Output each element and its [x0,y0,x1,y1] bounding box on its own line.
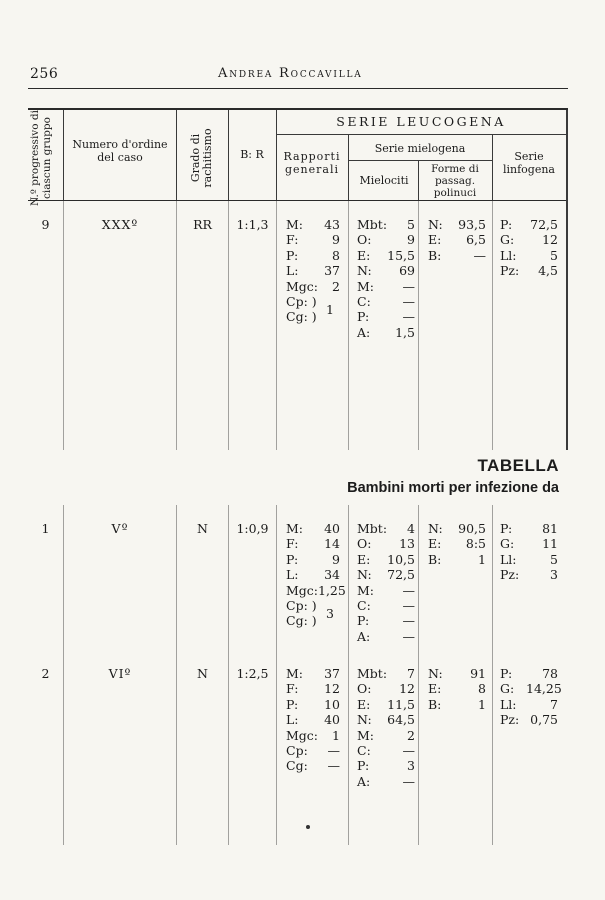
case-mielociti-value: 12 [399,681,415,697]
case-linfo-label: Ll: [500,551,517,567]
case-forme-row [428,666,486,681]
case-mielociti [357,666,415,789]
case-rapporti-label: Mgc: [286,278,319,294]
case-mielociti-label: N: [357,567,372,583]
column-divider [228,201,229,450]
case-mielociti-value: 5 [407,217,415,232]
case-forme-row [428,217,486,232]
case-mielociti-row [357,567,415,582]
case-mielociti-label: C: [357,597,371,613]
case-rapporti-label: Cp: ) [286,293,317,309]
case-mielociti-label: M: [357,727,375,743]
case-forme-row [428,232,486,247]
page-number: 256 [30,66,59,82]
header-subrule [276,134,566,135]
case-rapporti-value: 8 [332,247,340,263]
case-mielociti-label: N: [357,263,372,279]
case-mielociti-row [357,325,415,340]
case-forme-value: 90,5 [458,521,486,536]
column-divider [176,201,177,450]
case-rapporti-value: 10 [324,696,340,712]
case-grado: N [197,521,208,536]
column-divider [492,201,493,450]
case-mielociti-row [357,536,415,551]
case-mielociti [357,217,415,340]
case-mielociti-row [357,712,415,727]
case-mielociti-label: Mbt: [357,217,388,232]
case-numero-ordine: VIº [108,666,132,681]
case-br: 1:0,9 [236,521,269,536]
case-progressivo: 1 [41,521,50,536]
case-rapporti-brace: 1 [326,301,334,317]
case-mielociti-value: 72,5 [387,567,415,583]
case-linfo-value: 0,75 [530,712,558,728]
case-mielociti-value: 7 [407,666,415,681]
case-rapporti-row [286,567,340,582]
case-rapporti-value: 14 [324,536,340,552]
case-rapporti-label: L: [286,263,299,279]
case-mielociti-value: 64,5 [387,712,415,728]
header-serie-leucogena: SERIE LEUCOGENA [336,114,506,129]
case-forme [428,521,486,567]
case-mielociti-label: O: [357,536,372,552]
case-mielociti-value: 1,5 [395,324,415,340]
case-linfo-label: Pz: [500,567,520,583]
case-forme-row [428,536,486,551]
header-serie-mielogena: Serie mielogena [374,142,466,155]
case-forme-row [428,681,486,696]
case-mielociti-value: 2 [407,727,415,743]
case-progressivo: 9 [41,217,50,232]
case-rapporti-value: 34 [324,567,340,583]
case-linfo-row [500,263,558,278]
case-forme-value: 91 [470,666,486,681]
case-rapporti-label: M: [286,521,304,536]
case-mielociti-label: P: [357,613,370,629]
case-rapporti-value: — [327,742,340,758]
header-divider [228,110,229,200]
case-mielociti-label: Mbt: [357,521,388,536]
section-title: TABELLA [477,456,559,475]
case-mielociti-row [357,697,415,712]
case-rapporti-value: 37 [324,666,340,681]
case-rapporti-row [286,758,340,773]
case-rapporti-row [286,681,340,696]
case-linfo-row [500,248,558,263]
case-mielociti-label: P: [357,309,370,325]
case-mielociti-row [357,613,415,628]
case-forme-label: E: [428,232,442,248]
case-linfo-label: P: [500,666,513,681]
case-mielociti-row [357,521,415,536]
case-forme [428,217,486,263]
case-rapporti-label: Cp: [286,742,308,758]
header-subrule [348,160,492,161]
case-mielociti-value: 10,5 [387,551,415,567]
case-mielociti-value: — [402,628,415,644]
case-forme-value: 1 [478,696,486,712]
case-rapporti-label: P: [286,696,299,712]
case-rapporti-row [286,232,340,247]
case-forme-label: E: [428,681,442,697]
case-rapporti-label: Mgc: [286,582,319,598]
case-mielociti-row [357,217,415,232]
case-mielociti-label: O: [357,232,372,248]
table-header-bottom-border [28,200,568,201]
case-forme [428,666,486,712]
case-forme-label: N: [428,666,443,681]
case-mielociti-label: E: [357,696,371,712]
case-linfo-value: 14,25 [526,681,562,697]
column-divider [418,505,419,845]
case-mielociti-label: C: [357,742,371,758]
case-mielociti-row [357,279,415,294]
case-mielociti-label: P: [357,758,370,774]
case-mielociti-label: E: [357,247,371,263]
case-rapporti [286,666,340,774]
case-forme-value: 6,5 [466,232,486,248]
case-linfo-value: 11 [542,536,558,552]
header-br: B: R [240,148,264,161]
case-br: 1:2,5 [236,666,269,681]
case-mielociti-row [357,552,415,567]
case-rapporti-label: M: [286,666,304,681]
case-forme-value: 8:5 [465,536,486,552]
case-mielociti-value: 15,5 [387,247,415,263]
case-rapporti-label: Mgc: [286,727,319,743]
case-rapporti-label: L: [286,712,299,728]
case-linfo [500,217,558,279]
case-rapporti-row [286,728,340,743]
header-rule-thin [28,88,568,89]
column-divider [63,201,64,450]
case-linfo-label: P: [500,521,513,536]
case-linfo-label: Pz: [500,712,520,728]
case-linfo-row [500,697,558,712]
case-mielociti-value: — [402,582,415,598]
header-divider [418,160,419,200]
case-rapporti-brace: 3 [326,605,334,621]
case-grado: N [197,666,208,681]
case-rapporti-label: M: [286,217,304,232]
case-linfo-value: 81 [542,521,558,536]
case-forme-label: B: [428,247,442,263]
header-grado: Grado di rachitismo [189,128,214,188]
case-mielociti-value: 13 [399,536,415,552]
case-linfo-row [500,681,562,697]
case-mielociti-value: 4 [407,521,415,536]
case-rapporti-label: F: [286,681,299,697]
case-mielociti-label: A: [357,773,371,789]
case-mielociti-row [357,248,415,263]
case-rapporti-value: 43 [324,217,340,232]
case-forme-label: B: [428,551,442,567]
case-rapporti-row [286,582,346,598]
running-title: Andrea Roccavilla [218,66,363,81]
column-divider [348,505,349,845]
case-rapporti-row [286,712,340,727]
case-mielociti-value: — [402,597,415,613]
case-rapporti-row [286,521,340,536]
case-rapporti-label: L: [286,567,299,583]
case-mielociti-row [357,681,415,696]
case-mielociti-label: A: [357,324,371,340]
case-linfo-value: 5 [550,551,558,567]
case-mielociti-row [357,758,415,773]
case-mielociti-row [357,666,415,681]
case-rapporti-label: F: [286,536,299,552]
header-divider [348,134,349,200]
case-mielociti-row [357,774,415,789]
case-mielociti-label: Mbt: [357,666,388,681]
case-rapporti-label: Cg: ) [286,309,317,325]
case-mielociti-value: — [402,293,415,309]
case-grado: RR [193,217,212,232]
case-rapporti-label: P: [286,551,299,567]
header-rapporti: Rapporti generali [283,150,341,176]
column-divider [418,201,419,450]
case-rapporti-label: P: [286,247,299,263]
header-serie-linfogena: Serie linfogena [502,150,555,176]
column-divider [348,201,349,450]
case-rapporti-row [286,743,340,758]
case-mielociti-label: C: [357,293,371,309]
case-forme-value: 93,5 [458,217,486,232]
case-linfo-value: 12 [542,232,558,248]
header-divider [492,134,493,200]
case-rapporti-row [286,552,340,567]
case-forme-row [428,248,486,263]
case-mielociti-row [357,294,415,309]
case-linfo [500,666,562,728]
case-rapporti-value: 12 [324,681,340,697]
case-rapporti-value: — [327,758,340,774]
case-rapporti-value: 2 [332,278,340,294]
case-mielociti-label: A: [357,628,371,644]
case-linfo-row [500,712,558,727]
case-rapporti-label: Cp: ) [286,597,317,613]
case-rapporti-row [286,666,340,681]
case-mielociti [357,521,415,644]
case-mielociti-value: 69 [399,263,415,279]
case-mielociti-row [357,583,415,598]
table-right-border [566,110,568,450]
case-forme-label: E: [428,536,442,552]
case-forme-value: 1 [478,551,486,567]
case-rapporti-value: 1,25 [318,582,346,598]
case-linfo-value: 7 [550,696,558,712]
case-br: 1:1,3 [236,217,269,232]
case-forme-row [428,552,486,567]
case-linfo-row [500,552,558,567]
header-divider [63,110,64,200]
case-forme-value: — [473,247,486,263]
case-mielociti-value: 11,5 [387,696,415,712]
case-rapporti-row [286,248,340,263]
case-mielociti-value: 3 [407,758,415,774]
case-forme-label: N: [428,521,443,536]
case-linfo-row [500,521,558,536]
ink-dot [306,825,310,829]
case-mielociti-label: N: [357,712,372,728]
case-mielociti-value: — [402,278,415,294]
header-progressivo: N.º progressivo di ciascun gruppo [29,110,53,206]
case-rapporti-value: 37 [324,263,340,279]
case-linfo-label: G: [500,232,515,248]
case-forme-value: 8 [478,681,486,697]
case-progressivo: 2 [41,666,50,681]
case-mielociti-label: O: [357,681,372,697]
header-mielociti: Mielociti [359,174,409,187]
case-rapporti-value: 40 [324,712,340,728]
column-divider [492,505,493,845]
case-rapporti-row [286,279,340,294]
case-linfo-row [500,232,558,247]
case-mielociti-value: — [402,613,415,629]
case-rapporti-label: Cg: ) [286,613,317,629]
case-linfo-row [500,536,558,551]
case-linfo-label: Ll: [500,696,517,712]
case-mielociti-row [357,743,415,758]
case-mielociti-row [357,263,415,278]
case-mielociti-value: — [402,309,415,325]
case-linfo-row [500,217,558,232]
case-mielociti-row [357,728,415,743]
case-rapporti-value: 40 [324,521,340,536]
case-mielociti-row [357,309,415,324]
case-forme-label: N: [428,217,443,232]
case-rapporti-value: 9 [332,551,340,567]
case-linfo-row [500,666,558,681]
case-linfo-value: 72,5 [530,217,558,232]
case-mielociti-label: E: [357,551,371,567]
case-linfo-label: Ll: [500,247,517,263]
case-mielociti-row [357,629,415,644]
case-rapporti-value: 1 [332,727,340,743]
case-forme-row [428,697,486,712]
case-mielociti-row [357,232,415,247]
case-numero-ordine: Vº [111,521,129,536]
case-rapporti-row [286,263,340,278]
table-top-border [28,108,568,110]
case-rapporti-row [286,536,340,551]
case-rapporti-value: 9 [332,232,340,248]
header-forme: Forme di passag. polinuci [431,163,479,199]
case-linfo-value: 78 [542,666,558,681]
case-linfo-label: Pz: [500,263,520,279]
section-subtitle: Bambini morti per infezione da [347,480,559,496]
case-linfo-value: 4,5 [538,263,558,279]
case-mielociti-value: 9 [407,232,415,248]
case-forme-label: B: [428,696,442,712]
case-linfo [500,521,558,583]
case-linfo-row [500,567,558,582]
case-rapporti-row [286,697,340,712]
case-linfo-value: 5 [550,247,558,263]
case-rapporti-label: Cg: [286,758,308,774]
header-numero-ordine: Numero d'ordine del caso [72,138,168,164]
case-mielociti-label: M: [357,582,375,598]
case-numero-ordine: XXXº [101,217,139,232]
case-mielociti-value: — [402,742,415,758]
header-divider [176,110,177,200]
case-linfo-value: 3 [550,567,558,583]
column-divider [276,505,277,845]
case-mielociti-label: M: [357,278,375,294]
column-divider [276,201,277,450]
case-linfo-label: G: [500,536,515,552]
case-forme-row [428,521,486,536]
case-mielociti-value: — [402,773,415,789]
case-linfo-label: G: [500,681,515,697]
case-rapporti-label: F: [286,232,299,248]
case-linfo-label: P: [500,217,513,232]
case-mielociti-row [357,598,415,613]
case-rapporti-row [286,217,340,232]
